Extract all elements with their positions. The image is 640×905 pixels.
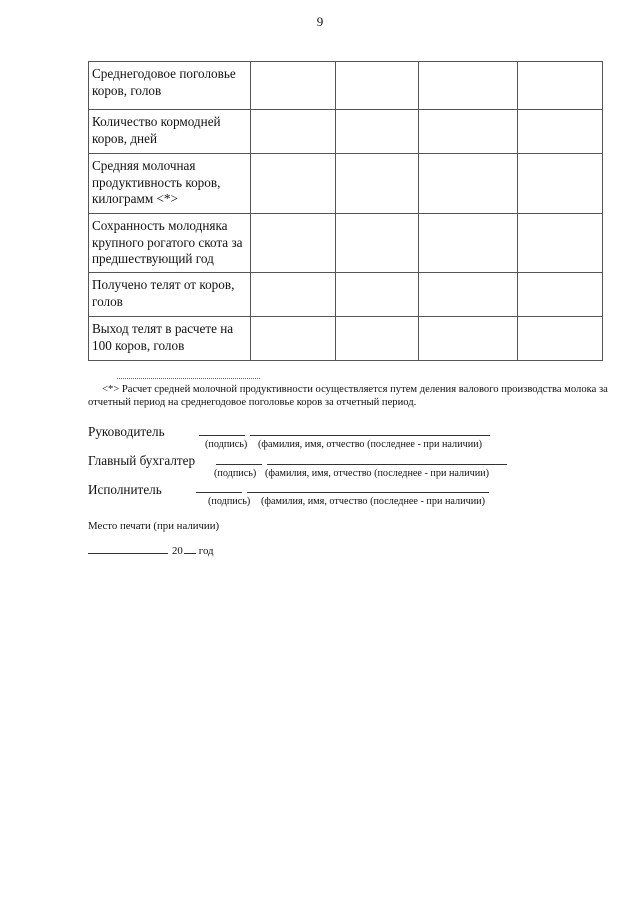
footnote: <*> Расчет средней молочной продуктивности осуществляется путем деления валового производства молока за отчетный период на среднегодовое поголовье коров за отчетный период. xyxy=(88,384,608,408)
name-caption: (фамилия, имя, отчество (последнее - при наличии) xyxy=(258,439,482,450)
table-cell[interactable] xyxy=(518,317,603,361)
name-caption: (фамилия, имя, отчество (последнее - при наличии) xyxy=(261,496,485,507)
table-cell[interactable] xyxy=(419,214,518,273)
name-line[interactable] xyxy=(247,492,489,493)
table-cell[interactable] xyxy=(419,317,518,361)
year-prefix: 20 xyxy=(172,545,183,557)
table-cell[interactable] xyxy=(336,110,419,154)
table-cell[interactable] xyxy=(251,62,336,110)
table-cell[interactable] xyxy=(419,154,518,214)
year-blank[interactable] xyxy=(184,544,196,554)
table-cell[interactable] xyxy=(518,62,603,110)
table-cell[interactable] xyxy=(419,110,518,154)
signature-line[interactable] xyxy=(216,464,262,465)
table-cell[interactable] xyxy=(518,154,603,214)
table-cell[interactable] xyxy=(336,154,419,214)
table-row xyxy=(89,62,603,110)
year-suffix: год xyxy=(198,545,214,557)
table-row xyxy=(89,154,603,214)
name-caption: (фамилия, имя, отчество (последнее - при наличии) xyxy=(265,468,489,479)
row-label: Выход телят в расчете на 100 коров, голов xyxy=(89,317,251,361)
table-cell[interactable] xyxy=(251,110,336,154)
signature-line[interactable] xyxy=(196,492,242,493)
table-row xyxy=(89,317,603,361)
table-cell[interactable] xyxy=(518,273,603,317)
table-cell[interactable] xyxy=(419,273,518,317)
signature-line[interactable] xyxy=(199,435,245,436)
table-cell[interactable] xyxy=(336,214,419,273)
table-cell[interactable] xyxy=(336,273,419,317)
date-day-month-blank[interactable] xyxy=(88,544,168,554)
row-label: Количество кормодней коров, дней xyxy=(89,110,251,154)
row-label: Средняя молочная продуктивность коров, килограмм <*> xyxy=(89,154,251,214)
table-cell[interactable] xyxy=(518,110,603,154)
date-line xyxy=(88,544,214,557)
table-cell[interactable] xyxy=(251,214,336,273)
footnote-separator xyxy=(117,378,260,379)
table-cell[interactable] xyxy=(251,154,336,214)
signature-caption: (подпись) xyxy=(205,439,248,450)
signature-caption: (подпись) xyxy=(214,468,257,479)
table-row xyxy=(89,273,603,317)
table-row xyxy=(89,110,603,154)
name-line[interactable] xyxy=(250,435,490,436)
signature-title: Исполнитель xyxy=(88,482,162,497)
table-cell[interactable] xyxy=(251,317,336,361)
table-cell[interactable] xyxy=(419,62,518,110)
signature-caption: (подпись) xyxy=(208,496,251,507)
row-label: Получено телят от коров, голов xyxy=(89,273,251,317)
row-label: Среднегодовое поголовье коров, голов xyxy=(89,62,251,110)
table-cell[interactable] xyxy=(336,62,419,110)
page-number: 9 xyxy=(316,14,324,29)
stamp-place-label: Место печати (при наличии) xyxy=(88,520,220,532)
table-cell[interactable] xyxy=(251,273,336,317)
table-cell[interactable] xyxy=(518,214,603,273)
name-line[interactable] xyxy=(267,464,507,465)
table-cell[interactable] xyxy=(336,317,419,361)
table-row xyxy=(89,214,603,273)
indicators-table xyxy=(88,61,603,361)
signature-title: Руководитель xyxy=(88,424,165,439)
signature-title: Главный бухгалтер xyxy=(88,453,196,468)
row-label: Сохранность молодняка крупного рогатого скота за предшествующий год xyxy=(89,214,251,273)
